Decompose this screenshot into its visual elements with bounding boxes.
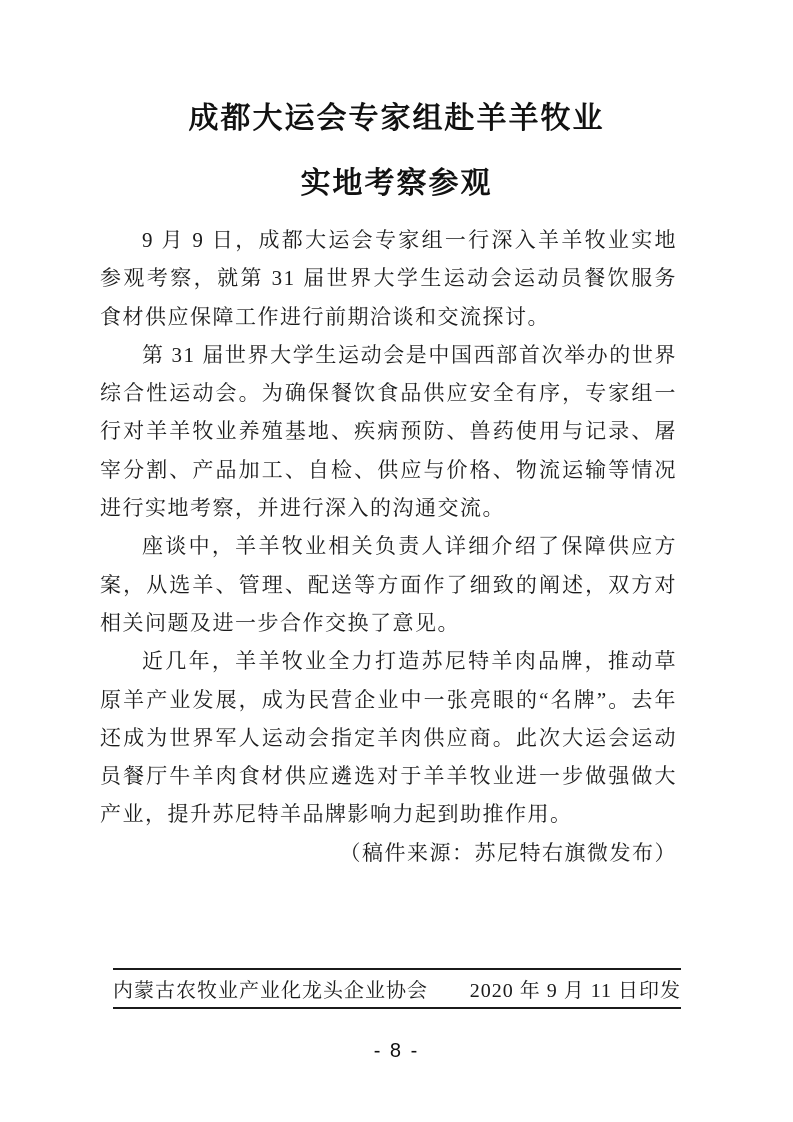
issuer-name: 内蒙古农牧业产业化龙头企业协会 xyxy=(113,980,428,1002)
paragraph-1: 9 月 9 日，成都大运会专家组一行深入羊羊牧业实地参观考察，就第 31 届世界大学生运动会运动员餐饮服务食材供应保障工作进行前期洽谈和交流探讨。 xyxy=(100,228,677,329)
title-line-1: 成都大运会专家组赴羊羊牧业 xyxy=(188,102,605,135)
print-date: 2020 年 9 月 11 日印发 xyxy=(469,980,681,1002)
title-line-2: 实地考察参观 xyxy=(300,167,493,200)
source-note: （稿件来源：苏尼特右旗微发布） xyxy=(339,840,677,865)
paragraph-2: 第 31 届世界大学生运动会是中国西部首次举办的世界综合性运动会。为确保餐饮食品供应安全有序，专家组一行对羊羊牧业养殖基地、疾病预防、兽药使用与记录、屠宰分割、产品加工、自检、供应与价格、物流运输等情况进行实地考察，并进行深入的沟通交流。 xyxy=(100,342,677,521)
page-number: - 8 - xyxy=(373,1040,420,1062)
document-title xyxy=(0,86,793,216)
document-footer xyxy=(113,968,681,1009)
paragraph-3: 座谈中，羊羊牧业相关负责人详细介绍了保障供应方案，从选羊、管理、配送等方面作了细致的阐述，双方对相关问题及进一步合作交换了意见。 xyxy=(100,534,677,635)
paragraph-4: 近几年，羊羊牧业全力打造苏尼特羊肉品牌，推动草原羊产业发展，成为民营企业中一张亮眼的“名牌”。去年还成为世界军人运动会指定羊肉供应商。此次大运会运动员餐厅牛羊肉食材供应遴选对于羊羊牧业进一步做强做大产业，提升苏尼特羊品牌影响力起到助推作用。 xyxy=(100,649,677,827)
document-body xyxy=(100,221,677,872)
